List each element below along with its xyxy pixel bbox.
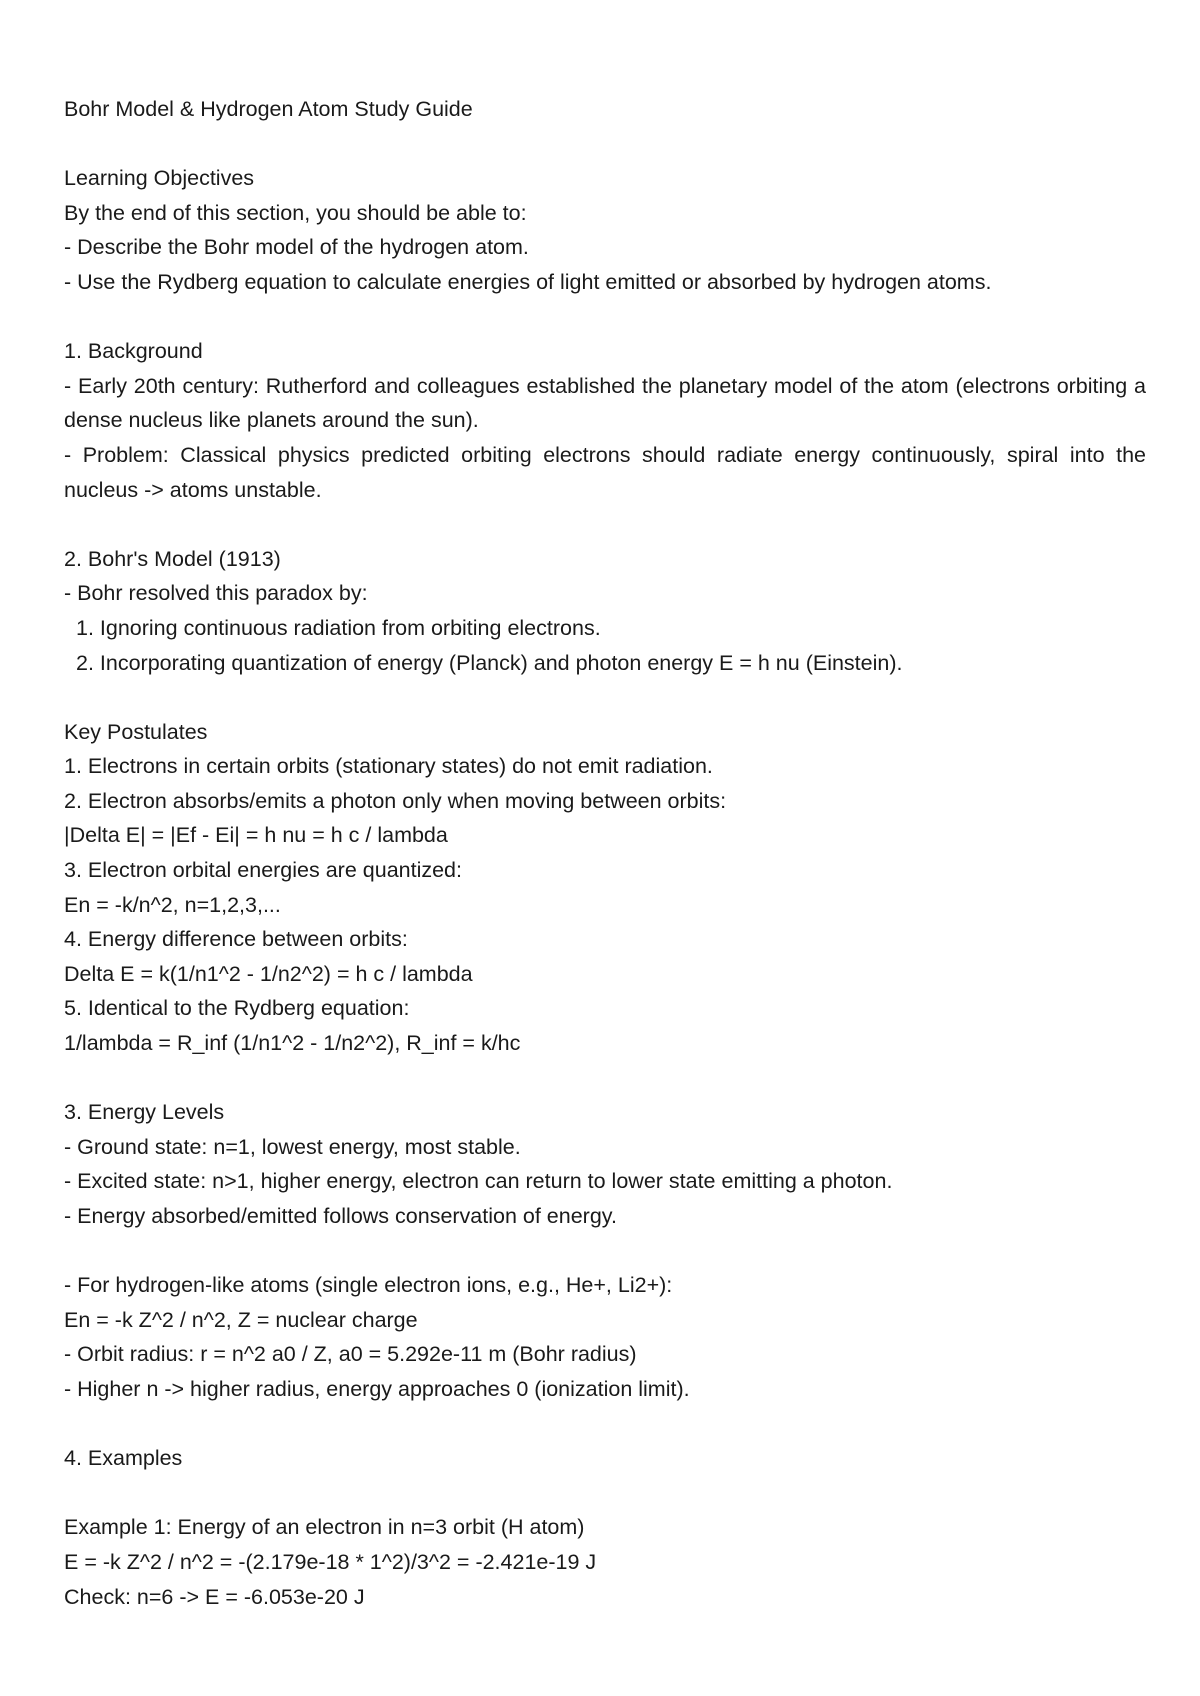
postulate-line: 3. Electron orbital energies are quantized: [64,858,462,883]
energy-levels-item: - Energy absorbed/emitted follows conservation of energy. [64,1204,617,1228]
postulate-line: 5. Identical to the Rydberg equation: [64,996,410,1021]
postulate-equation: En = -k/n^2, n=1,2,3,... [64,892,281,917]
blank-line [64,1476,1146,1511]
bohr-model-item: 2. Incorporating quantization of energy (Planck) and photon energy E = h nu (Einstein). [76,650,903,675]
blank-line [64,1234,1146,1269]
background-heading: 1. Background [64,339,203,364]
postulate-line: 1. Electrons in certain orbits (stationary states) do not emit radiation. [64,754,713,779]
objective-item: - Describe the Bohr model of the hydrogen atom. [64,235,529,260]
background-item: - Problem: Classical physics predicted orbiting electrons should radiate energy continuously, spiral into the nucleus -> atoms unstable. [64,442,1152,502]
blank-line [64,127,1146,162]
blank-line [64,300,1146,335]
example-calculation: E = -k Z^2 / n^2 = -(2.179e-18 * 1^2)/3^2 = -2.421e-19 J [64,1549,597,1574]
document-title: Bohr Model & Hydrogen Atom Study Guide [64,97,473,121]
bohr-model-item: 1. Ignoring continuous radiation from orbiting electrons. [76,615,601,640]
objective-item: - Use the Rydberg equation to calculate energies of light emitted or absorbed by hydrogen atoms. [64,269,992,294]
postulate-line: 4. Energy difference between orbits: [64,927,408,952]
hydrogen-like-equation: En = -k Z^2 / n^2, Z = nuclear charge [64,1307,418,1332]
postulate-equation: 1/lambda = R_inf (1/n1^2 - 1/n2^2), R_inf = k/hc [64,1031,521,1056]
hydrogen-like-item: - For hydrogen-like atoms (single electron ions, e.g., He+, Li2+): [64,1273,673,1298]
blank-line [64,1061,1146,1096]
blank-line [64,507,1146,542]
hydrogen-like-item: - Orbit radius: r = n^2 a0 / Z, a0 = 5.292e-11 m (Bohr radius) [64,1342,637,1367]
document-page [64,92,1152,1614]
example-check: Check: n=6 -> E = -6.053e-20 J [64,1584,365,1609]
postulate-equation: Delta E = k(1/n1^2 - 1/n2^2) = h c / lambda [64,961,473,986]
objectives-heading: Learning Objectives [64,166,255,191]
postulate-line: 2. Electron absorbs/emits a photon only when moving between orbits: [64,788,727,813]
bohr-model-intro: - Bohr resolved this paradox by: [64,581,368,606]
energy-levels-heading: 3. Energy Levels [64,1100,225,1125]
example-title: Example 1: Energy of an electron in n=3 orbit (H atom) [64,1515,585,1540]
postulate-equation: |Delta E| = |Ef - Ei| = h nu = h c / lambda [64,823,448,848]
bohr-model-heading: 2. Bohr's Model (1913) [64,546,281,571]
objectives-intro: By the end of this section, you should be able to: [64,200,527,225]
postulates-heading: Key Postulates [64,719,208,744]
energy-levels-item: - Excited state: n>1, higher energy, electron can return to lower state emitting a photon. [64,1169,893,1194]
background-item: - Early 20th century: Rutherford and colleagues established the planetary model of the atom (electrons orbiting a dense nucleus like planets around the sun). [64,373,1152,433]
energy-levels-item: - Ground state: n=1, lowest energy, most stable. [64,1134,521,1159]
hydrogen-like-item: - Higher n -> higher radius, energy approaches 0 (ionization limit). [64,1376,690,1401]
examples-heading: 4. Examples [64,1446,183,1471]
blank-line [64,680,1146,715]
blank-line [64,1407,1146,1442]
